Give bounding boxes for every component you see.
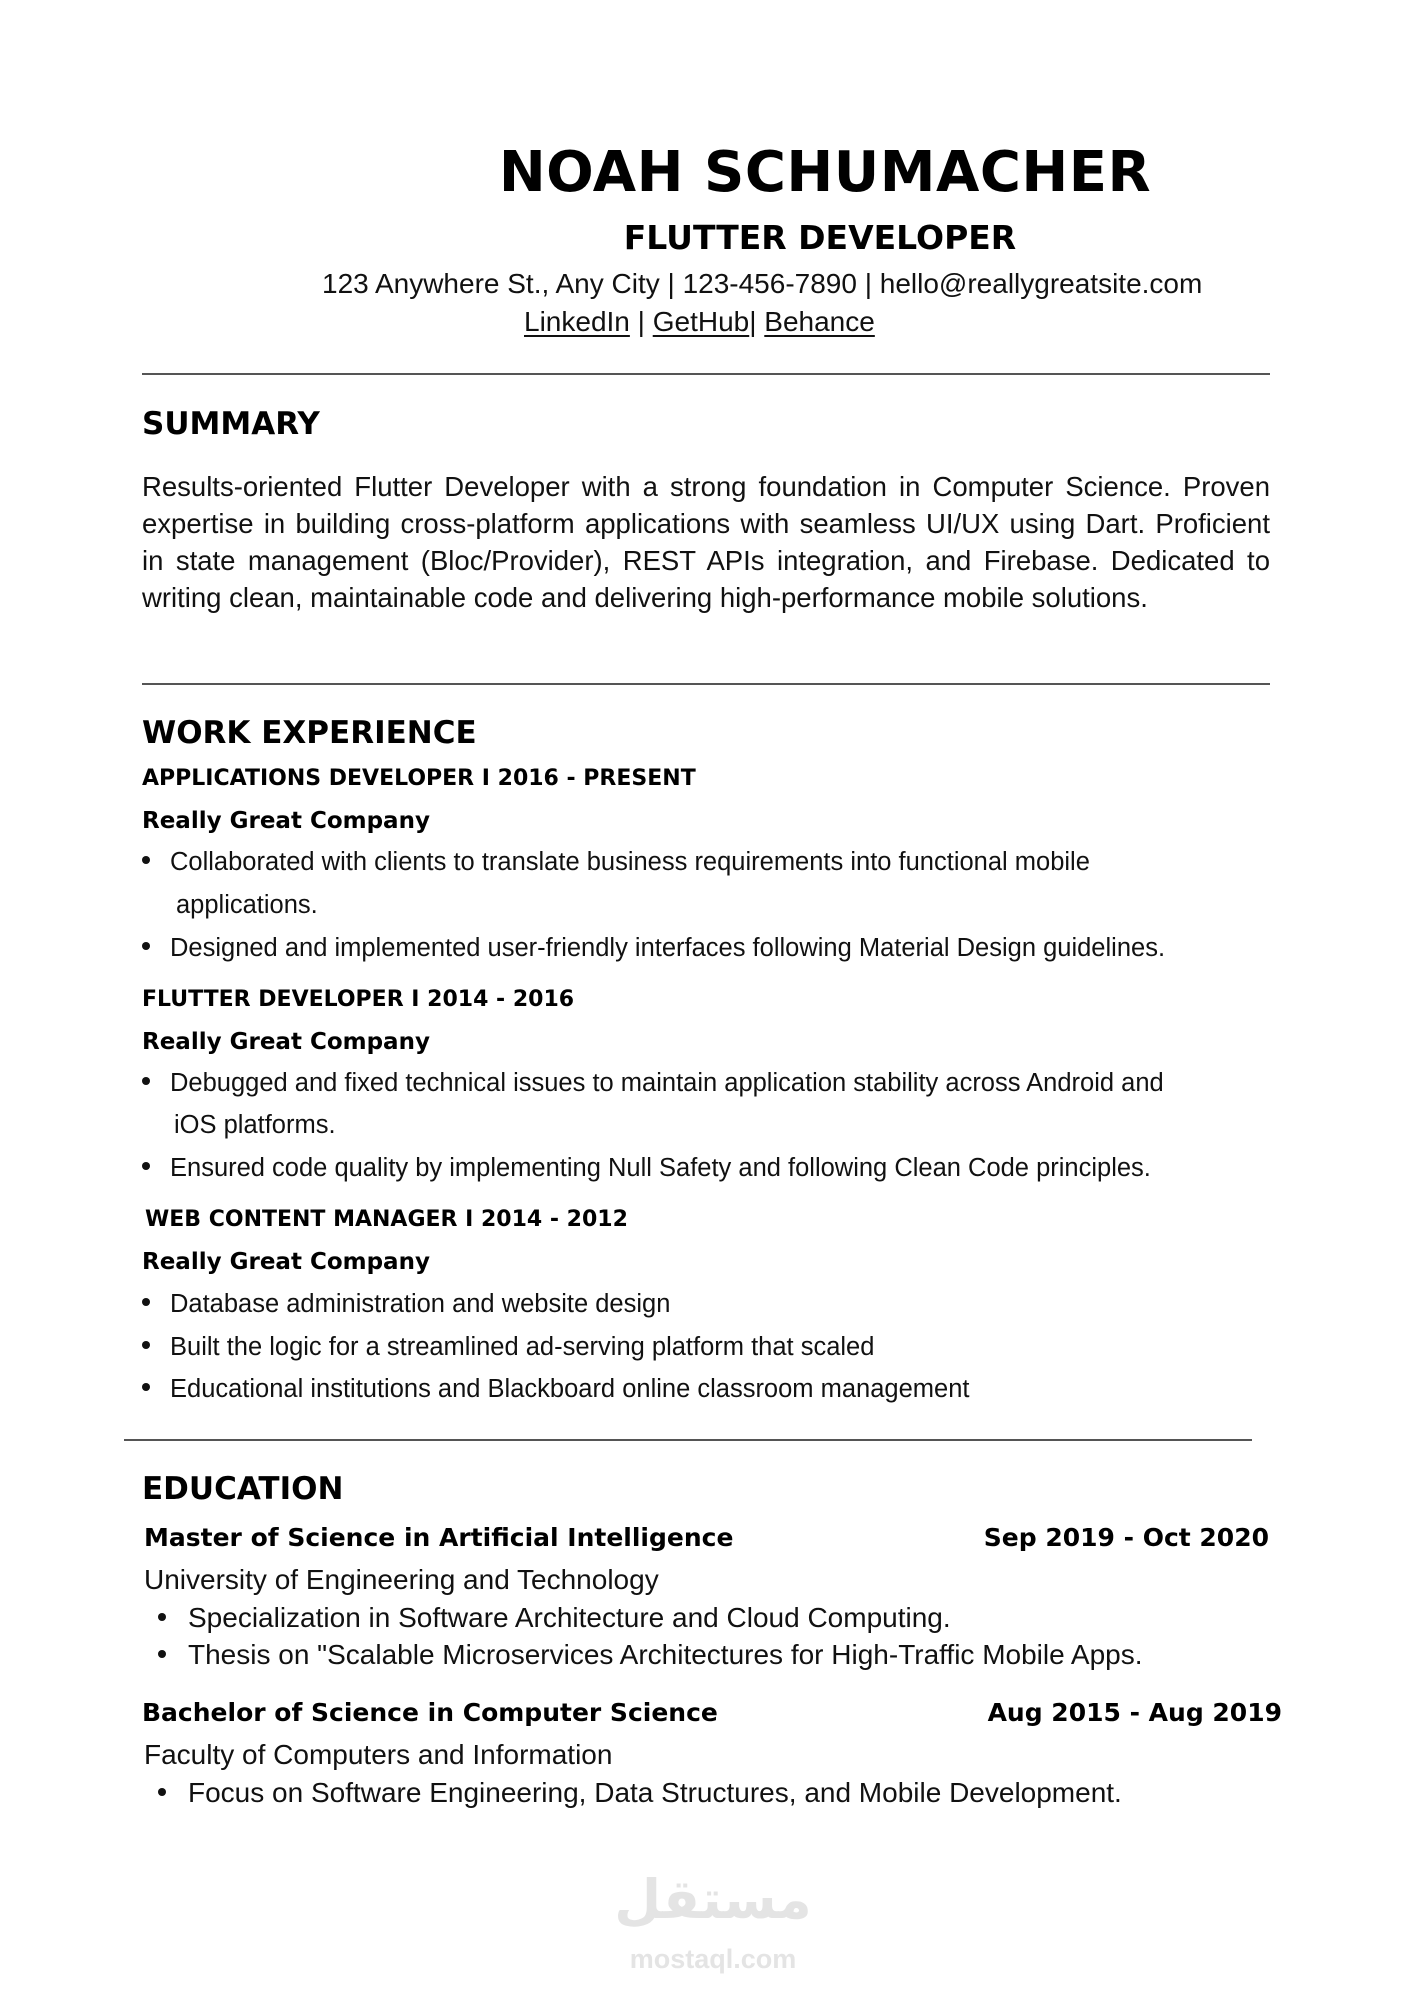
degree-title: Master of Science in Artificial Intelligence	[144, 1523, 734, 1552]
degree-dates: Aug 2015 - Aug 2019	[987, 1698, 1282, 1727]
bullet-icon	[142, 1341, 150, 1349]
degree-title: Bachelor of Science in Computer Science	[142, 1698, 718, 1727]
contact-info: 123 Anywhere St., Any City | 123-456-7890 | hello@reallygreatsite.com	[322, 268, 1203, 299]
bullet-icon	[142, 1298, 150, 1306]
job-bullet: Collaborated with clients to translate business requirements into functional mobile	[142, 848, 1090, 877]
summary-heading: SUMMARY	[142, 406, 320, 442]
job-bullet: Debugged and fixed technical issues to maintain application stability across Android and	[142, 1069, 1164, 1098]
job-title: WEB CONTENT MANAGER I 2014 - 2012	[145, 1207, 628, 1232]
bullet-icon	[158, 1613, 166, 1621]
bullet-icon	[142, 1383, 150, 1391]
watermark-logo: مستقل	[614, 1868, 812, 1931]
behance-link[interactable]: Behance	[764, 306, 875, 337]
bullet-icon	[142, 942, 150, 950]
job-bullet-continuation: iOS platforms.	[174, 1111, 336, 1139]
job-role: FLUTTER DEVELOPER	[623, 218, 1017, 257]
company-name: Really Great Company	[142, 1029, 430, 1055]
divider-experience	[124, 1439, 1252, 1441]
education-heading: EDUCATION	[142, 1471, 344, 1507]
education-bullet: Specialization in Software Architecture and Cloud Computing.	[158, 1602, 951, 1634]
job-title: APPLICATIONS DEVELOPER I 2016 - PRESENT	[142, 766, 696, 791]
candidate-name: NOAH SCHUMACHER	[498, 140, 1152, 205]
company-name: Really Great Company	[142, 1249, 430, 1275]
linkedin-link[interactable]: LinkedIn	[524, 306, 630, 337]
divider-summary	[142, 683, 1270, 685]
job-bullet-continuation: applications.	[176, 891, 318, 919]
bullet-icon	[158, 1788, 166, 1796]
watermark-text: mostaql.com	[629, 1944, 797, 1974]
job-bullet: Designed and implemented user-friendly interfaces following Material Design guidelines.	[142, 934, 1165, 963]
bullet-icon	[142, 1162, 150, 1170]
bullet-icon	[142, 856, 150, 864]
job-bullet: Educational institutions and Blackboard online classroom management	[142, 1375, 969, 1404]
bullet-icon	[158, 1650, 166, 1658]
link-separator: |	[629, 306, 653, 337]
link-separator: |	[749, 306, 765, 337]
summary-text: Results-oriented Flutter Developer with a strong foundation in Computer Science. Proven expertise in building cross-platform applications with seamless UI/UX using Dart. Proficient in state management (Bloc/Provider), REST APIs integration, and Firebase. Dedicated to writing clean, maintainable code and delivering high-performance mobile solutions.	[142, 471, 1270, 613]
job-bullet: Database administration and website design	[142, 1290, 670, 1319]
work-experience-heading: WORK EXPERIENCE	[142, 715, 477, 751]
education-bullet: Thesis on "Scalable Microservices Architectures for High-Traffic Mobile Apps.	[158, 1639, 1143, 1671]
institution-name: University of Engineering and Technology	[144, 1564, 659, 1595]
education-bullet: Focus on Software Engineering, Data Structures, and Mobile Development.	[158, 1777, 1122, 1809]
job-bullet: Built the logic for a streamlined ad-serving platform that scaled	[142, 1333, 874, 1362]
institution-name: Faculty of Computers and Information	[144, 1739, 613, 1770]
divider-header	[142, 373, 1270, 375]
company-name: Really Great Company	[142, 808, 430, 834]
job-bullet: Ensured code quality by implementing Null Safety and following Clean Code principles.	[142, 1154, 1151, 1183]
degree-dates: Sep 2019 - Oct 2020	[983, 1523, 1269, 1552]
bullet-icon	[142, 1077, 150, 1085]
github-link[interactable]: GetHub	[652, 306, 750, 337]
profile-links	[524, 306, 875, 338]
job-title: FLUTTER DEVELOPER I 2014 - 2016	[142, 987, 575, 1012]
